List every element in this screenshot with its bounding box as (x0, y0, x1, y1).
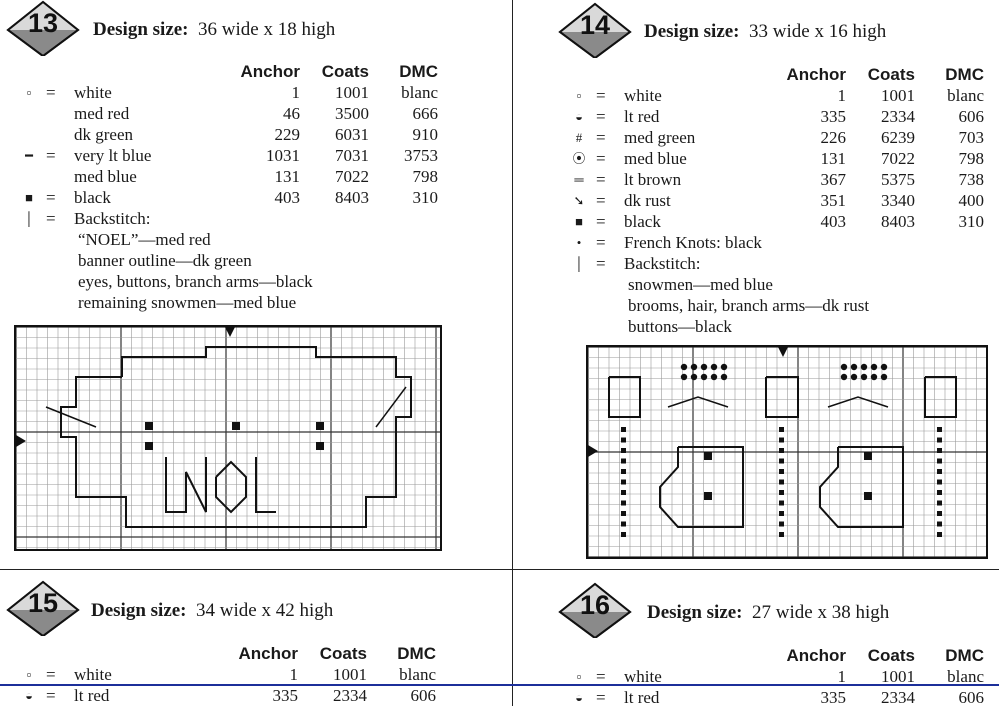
stitch-grid (588, 347, 986, 557)
design-number-badge (558, 2, 632, 58)
design-number: 15 (27, 588, 59, 618)
thread-legend (568, 64, 986, 337)
thread-color-name: black (624, 212, 661, 231)
dmc-number: blanc (399, 665, 436, 684)
legend-symbol-icon: ▫ (26, 85, 32, 100)
legend-row (568, 666, 986, 687)
thread-color-name: white (624, 86, 662, 105)
thread-color-name: white (74, 83, 112, 102)
legend-row (18, 166, 440, 187)
legend-header: Anchor Coats DMC (786, 646, 984, 665)
dmc-number: 310 (958, 212, 984, 231)
backstitch-note: “NOEL”—med red (78, 230, 211, 249)
thread-color-name: dk rust (624, 191, 671, 210)
dmc-number: 3753 (404, 146, 438, 165)
coats-number: 6239 (881, 128, 915, 147)
backstitch-note: buttons—black (628, 317, 732, 336)
coats-number: 6031 (335, 125, 369, 144)
coats-number: 7022 (881, 149, 915, 168)
anchor-number: 335 (820, 688, 846, 707)
backstitch-note: remaining snowmen—med blue (78, 293, 297, 312)
coats-number: 2334 (881, 107, 915, 126)
legend-row (18, 145, 440, 166)
design-size: Design size: 33 wide x 16 high (644, 21, 887, 42)
legend-symbol-icon: │ (24, 211, 34, 226)
legend-symbol-icon: ◒ (575, 690, 583, 705)
legend-row (568, 85, 986, 106)
legend-equals: = (596, 107, 606, 126)
anchor-number: 229 (274, 125, 300, 144)
design-number: 16 (579, 590, 611, 620)
coats-number: 8403 (881, 212, 915, 231)
legend-equals: = (596, 233, 606, 252)
stitch-grid (16, 327, 440, 549)
dmc-number: 738 (958, 170, 984, 189)
anchor-number: 403 (274, 188, 300, 207)
coats-number: 1001 (881, 86, 915, 105)
design-number-badge (6, 0, 80, 56)
legend-header: Anchor Coats DMC (238, 644, 436, 663)
legend-equals: = (596, 86, 606, 105)
legend-equals: = (596, 688, 606, 707)
dmc-number: 310 (412, 188, 438, 207)
coats-number: 3500 (335, 104, 369, 123)
thread-color-name: very lt blue (74, 146, 152, 165)
thread-color-name: lt brown (624, 170, 682, 189)
design-14-panel (512, 0, 999, 570)
legend-row (568, 190, 986, 211)
coats-number: 2334 (881, 688, 915, 707)
anchor-number: 335 (272, 686, 298, 705)
anchor-number: 1 (291, 83, 300, 102)
design-13-panel (0, 0, 512, 570)
legend-equals: = (596, 667, 606, 686)
dmc-number: 606 (958, 107, 984, 126)
coats-number: 8403 (335, 188, 369, 207)
legend-symbol-icon: # (575, 130, 583, 145)
coats-number: 1001 (333, 665, 367, 684)
legend-symbol-icon: ■ (575, 214, 583, 229)
legend-equals: = (596, 191, 606, 210)
coats-number: 1001 (881, 667, 915, 686)
thread-color-name: med green (624, 128, 696, 147)
legend-row (18, 187, 440, 208)
thread-legend (18, 61, 440, 313)
thread-color-name: white (624, 667, 662, 686)
thread-color-name: white (74, 665, 112, 684)
legend-header: Anchor Coats DMC (786, 65, 984, 84)
design-size: Design size: 27 wide x 38 high (647, 602, 890, 623)
anchor-number: 351 (820, 191, 846, 210)
backstitch-note: snowmen—med blue (628, 275, 773, 294)
anchor-number: 131 (274, 167, 300, 186)
legend-equals: = (596, 149, 606, 168)
legend-equals: = (46, 686, 56, 705)
dmc-number: 606 (410, 686, 436, 705)
legend-equals: = (596, 170, 606, 189)
legend-symbol-icon: ➘ (573, 193, 585, 208)
legend-equals: = (596, 254, 606, 273)
legend-symbol-icon: ◒ (575, 109, 583, 124)
legend-row (568, 169, 986, 190)
thread-color-name: lt red (624, 688, 660, 707)
thread-color-name: med red (74, 104, 130, 123)
legend-equals: = (596, 128, 606, 147)
thread-color-name: Backstitch: (74, 209, 151, 228)
anchor-number: 46 (283, 104, 300, 123)
thread-legend (18, 643, 438, 706)
design-number-badge (558, 582, 632, 638)
legend-row (18, 685, 438, 706)
dmc-number: blanc (947, 86, 984, 105)
legend-equals: = (46, 83, 56, 102)
coats-number: 7022 (335, 167, 369, 186)
legend-symbol-icon: ━ (25, 148, 33, 163)
legend-symbol-icon: ▫ (576, 669, 582, 684)
legend-row (18, 664, 438, 685)
design-number-badge (6, 580, 80, 636)
legend-symbol-icon: ▫ (576, 88, 582, 103)
legend-symbol-icon: ◒ (25, 688, 33, 703)
design-number: 14 (579, 10, 611, 40)
dmc-number: 400 (958, 191, 984, 210)
anchor-number: 1 (837, 86, 846, 105)
dmc-number: blanc (947, 667, 984, 686)
legend-row (568, 232, 986, 253)
legend-symbol-icon: ▫ (26, 667, 32, 682)
design-size: Design size: 36 wide x 18 high (93, 19, 336, 40)
legend-equals: = (46, 188, 56, 207)
thread-color-name: black (74, 188, 111, 207)
thread-color-name: med blue (624, 149, 687, 168)
cross-stitch-chart (586, 345, 988, 559)
anchor-number: 1031 (266, 146, 300, 165)
legend-equals: = (596, 212, 606, 231)
thread-color-name: lt red (74, 686, 110, 705)
design-15-panel (0, 570, 512, 706)
dmc-number: 798 (958, 149, 984, 168)
dmc-number: 666 (412, 104, 438, 123)
design-size: Design size: 34 wide x 42 high (91, 600, 334, 621)
anchor-number: 335 (820, 107, 846, 126)
legend-symbol-icon: ■ (25, 190, 33, 205)
legend-row (18, 124, 440, 145)
dmc-number: blanc (401, 83, 438, 102)
legend-equals: = (46, 146, 56, 165)
coats-number: 5375 (881, 170, 915, 189)
design-16-panel (512, 570, 999, 706)
coats-number: 1001 (335, 83, 369, 102)
dmc-number: 910 (412, 125, 438, 144)
legend-symbol-icon: │ (574, 256, 584, 271)
legend-row (568, 106, 986, 127)
legend-row (568, 127, 986, 148)
coats-number: 7031 (335, 146, 369, 165)
legend-symbol-icon: ⦿ (572, 151, 586, 166)
anchor-number: 1 (837, 667, 846, 686)
anchor-number: 367 (820, 170, 846, 189)
design-number: 13 (27, 8, 59, 38)
dmc-number: 703 (958, 128, 984, 147)
thread-color-name: dk green (74, 125, 134, 144)
legend-symbol-icon: ═ (574, 172, 584, 187)
legend-equals: = (46, 209, 56, 228)
backstitch-note: eyes, buttons, branch arms—black (78, 272, 313, 291)
legend-row (568, 687, 986, 708)
legend-header: Anchor Coats DMC (240, 62, 438, 81)
legend-equals: = (46, 665, 56, 684)
anchor-number: 226 (820, 128, 846, 147)
legend-symbol-icon: • (576, 235, 582, 250)
legend-row (18, 103, 440, 124)
legend-row (568, 253, 986, 274)
coats-number: 2334 (333, 686, 367, 705)
anchor-number: 1 (289, 665, 298, 684)
thread-color-name: French Knots: black (624, 233, 762, 252)
thread-color-name: lt red (624, 107, 660, 126)
thread-legend (568, 645, 986, 708)
backstitch-note: brooms, hair, branch arms—dk rust (628, 296, 870, 315)
dmc-number: 798 (412, 167, 438, 186)
legend-row (568, 211, 986, 232)
legend-row (568, 148, 986, 169)
anchor-number: 403 (820, 212, 846, 231)
coats-number: 3340 (881, 191, 915, 210)
thread-color-name: med blue (74, 167, 137, 186)
legend-row (18, 208, 440, 229)
thread-color-name: Backstitch: (624, 254, 701, 273)
cross-stitch-chart (14, 325, 442, 551)
dmc-number: 606 (958, 688, 984, 707)
legend-row (18, 82, 440, 103)
backstitch-note: banner outline—dk green (78, 251, 252, 270)
anchor-number: 131 (820, 149, 846, 168)
